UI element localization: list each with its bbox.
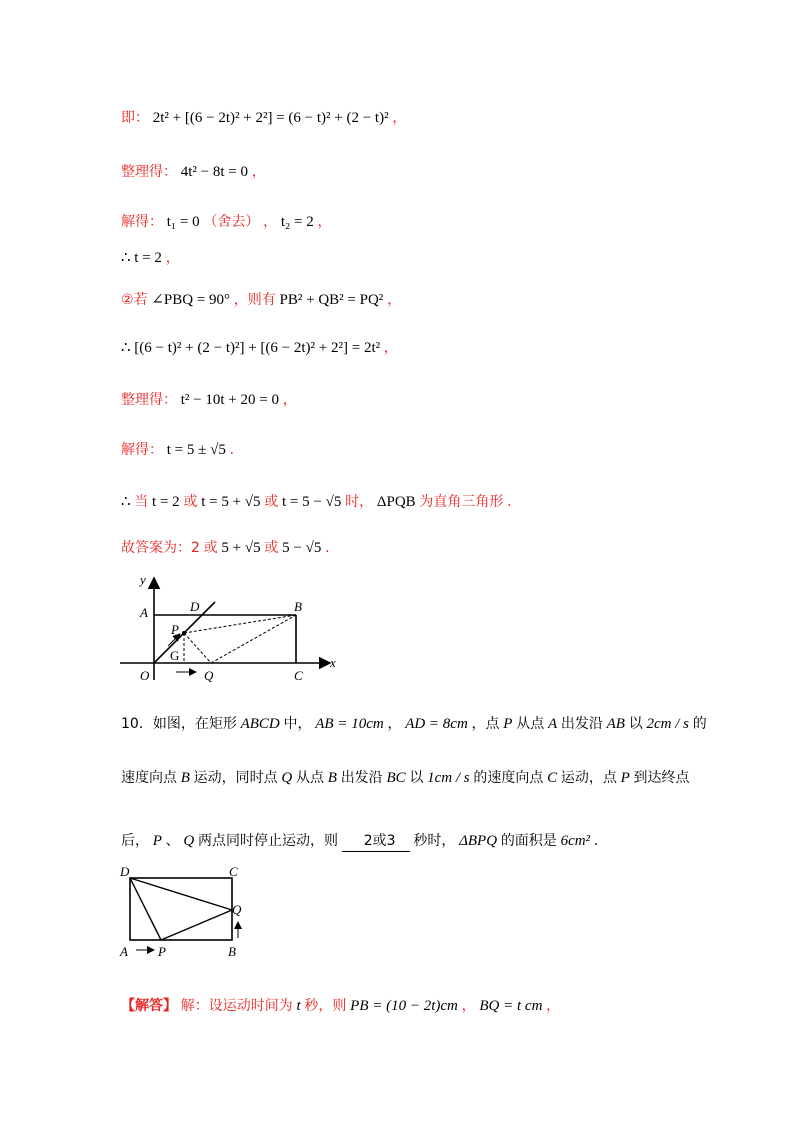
equation: 4t² − 8t = 0 <box>180 164 249 180</box>
answer-lead: 故答案为：2 <box>121 540 200 556</box>
punct: ， <box>282 392 297 408</box>
dash-pq <box>184 633 211 663</box>
q-math: Q <box>183 833 195 849</box>
equation: [(6 − t)² + (2 − t)²] + [(6 − 2t)² + 2²] = 2t² <box>134 340 381 356</box>
q-math: B <box>180 770 190 786</box>
q-math: P <box>620 770 630 786</box>
math: BQ = t cm <box>479 998 543 1014</box>
segment-pq <box>161 910 232 940</box>
q-text: ， <box>387 716 402 732</box>
question-10-line-1 <box>121 714 707 734</box>
q-math: ΔBPQ <box>459 833 498 849</box>
label-g: G <box>170 648 180 663</box>
label-y: y <box>140 572 146 587</box>
q-text: 运动，同时点 <box>193 770 278 786</box>
punct: . <box>229 442 235 458</box>
label-d: D <box>190 599 200 614</box>
solution-line-3 <box>121 212 331 232</box>
label-b: B <box>228 944 236 959</box>
q-text: 以 <box>409 770 424 786</box>
punct: ， <box>263 214 278 230</box>
q-text: 秒时， <box>413 833 456 849</box>
q-math: P <box>503 716 513 732</box>
math: t <box>296 998 301 1014</box>
equation: t₂ = 2 <box>280 214 314 230</box>
q-math: AB = 10cm <box>315 716 384 732</box>
punct: ， <box>251 164 266 180</box>
question-10-line-2 <box>121 768 690 788</box>
answer-blank: 2或3 <box>342 831 410 852</box>
punct: ， <box>317 214 332 230</box>
equation: 2t² + [(6 − 2t)² + 2²] = (6 − t)² + (2 − t)² <box>152 110 389 126</box>
text-or: 或 <box>203 540 218 556</box>
text-when: 当 <box>134 494 149 510</box>
q-math: 6cm² <box>560 833 591 849</box>
text: 秒，则 <box>304 998 347 1014</box>
text-lead: 整理得： <box>121 164 177 180</box>
text-or: 或 <box>264 540 279 556</box>
solution-line-4 <box>121 248 180 268</box>
punct: ， <box>165 250 180 266</box>
equation: t = 2 <box>152 494 180 510</box>
label-q: Q <box>232 902 242 917</box>
q-text: 运动，点 <box>560 770 617 786</box>
text-drop: （舍去） <box>203 214 260 230</box>
equation: t = 5 ± √5 <box>166 442 226 458</box>
q-math: ABCD <box>240 716 280 732</box>
q-text: 到达终点 <box>633 770 690 786</box>
label-q: Q <box>204 668 214 683</box>
punct: . <box>325 540 330 556</box>
q-math: AB <box>606 716 625 732</box>
q-text: ，点 <box>471 716 500 732</box>
label-p: P <box>171 622 179 637</box>
q-text: 以 <box>628 716 643 732</box>
q-math: B <box>327 770 337 786</box>
q-math: 1cm / s <box>427 770 470 786</box>
equation: t = 5 − √5 <box>282 494 342 510</box>
text-lead: 解得： <box>121 442 163 458</box>
therefore-sign: ∴ <box>121 340 131 356</box>
q-math: C <box>547 770 558 786</box>
therefore-sign: ∴ <box>121 250 131 266</box>
punct: . <box>507 494 512 510</box>
q-text: 的面积是 <box>500 833 557 849</box>
figure-rectangle-abcd <box>118 862 258 962</box>
q-text: 10．如图，在矩形 <box>121 716 237 732</box>
punct: ， <box>383 340 398 356</box>
text-lead: ②若 <box>121 292 148 308</box>
segment-dq <box>130 878 232 910</box>
text-lead: 即： <box>121 110 149 126</box>
equation: t = 5 + √5 <box>201 494 261 510</box>
equation: t² − 10t + 20 = 0 <box>180 392 279 408</box>
text-end: 为直角三角形 <box>419 494 504 510</box>
label-b: B <box>294 599 302 614</box>
label-c: C <box>229 864 238 879</box>
text: 解：设运动时间为 <box>180 998 293 1014</box>
punct: ， <box>546 998 561 1014</box>
q-math: BC <box>386 770 406 786</box>
label-p: P <box>158 944 166 959</box>
solution-line-2 <box>121 162 266 182</box>
solution-line-6 <box>121 338 398 358</box>
solution-line-8 <box>121 440 234 460</box>
label-d: D <box>120 864 130 879</box>
equation: PB² + QB² = PQ² <box>279 292 384 308</box>
q-math: Q <box>281 770 293 786</box>
equation: 5 + √5 <box>221 540 261 556</box>
therefore-sign: ∴ <box>121 494 131 510</box>
question-10-line-3 <box>121 831 608 852</box>
punct: ， <box>392 110 407 126</box>
q-math: A <box>547 716 558 732</box>
point-p <box>182 631 186 635</box>
label-o: O <box>140 668 150 683</box>
triangle-label: ΔPQB <box>376 494 416 510</box>
equation: t₁ = 0 <box>166 214 200 230</box>
text-lead: 整理得： <box>121 392 177 408</box>
segment-dp <box>130 878 161 940</box>
text-time: 时， <box>345 494 374 510</box>
q-math: 2cm / s <box>646 716 689 732</box>
q-text: 、 <box>165 833 180 849</box>
punct: ， <box>461 998 476 1014</box>
q-text: 出发沿 <box>340 770 383 786</box>
text-mid: ，则有 <box>233 292 276 308</box>
q-math: AD = 8cm <box>405 716 468 732</box>
q-text: 两点同时停止运动，则 <box>198 833 339 849</box>
answer-tag: 【解答】 <box>121 998 177 1014</box>
solution-line-7 <box>121 390 297 410</box>
q-text: 从点 <box>516 716 545 732</box>
q-text: 的速度向点 <box>473 770 544 786</box>
q-text: 从点 <box>296 770 325 786</box>
math: PB = (10 − 2t)cm <box>350 998 458 1014</box>
label-c: C <box>294 668 303 683</box>
q-text: 后， <box>121 833 149 849</box>
q-text: 速度向点 <box>121 770 177 786</box>
text-or: 或 <box>264 494 279 510</box>
text-or: 或 <box>183 494 198 510</box>
label-x: x <box>330 655 336 670</box>
q-text: ． <box>593 833 608 849</box>
solution-line-1 <box>121 108 406 128</box>
solution-line-9 <box>121 492 512 512</box>
q-text: 的 <box>692 716 707 732</box>
dash-pb <box>184 615 296 633</box>
q-math: P <box>152 833 162 849</box>
label-a: A <box>140 605 148 620</box>
figure-coordinate-diagram <box>120 570 350 685</box>
equation: t = 2 <box>134 250 162 266</box>
text-lead: 解得： <box>121 214 163 230</box>
solution-line-10 <box>121 538 330 558</box>
q-text: 出发沿 <box>560 716 603 732</box>
solution-line-5 <box>121 290 401 310</box>
equation: 5 − √5 <box>282 540 322 556</box>
label-a: A <box>120 944 128 959</box>
q-text: 中， <box>283 716 312 732</box>
punct: ， <box>387 292 402 308</box>
answer-explanation-line <box>121 996 560 1016</box>
equation: ∠PBQ = 90° <box>151 292 231 308</box>
